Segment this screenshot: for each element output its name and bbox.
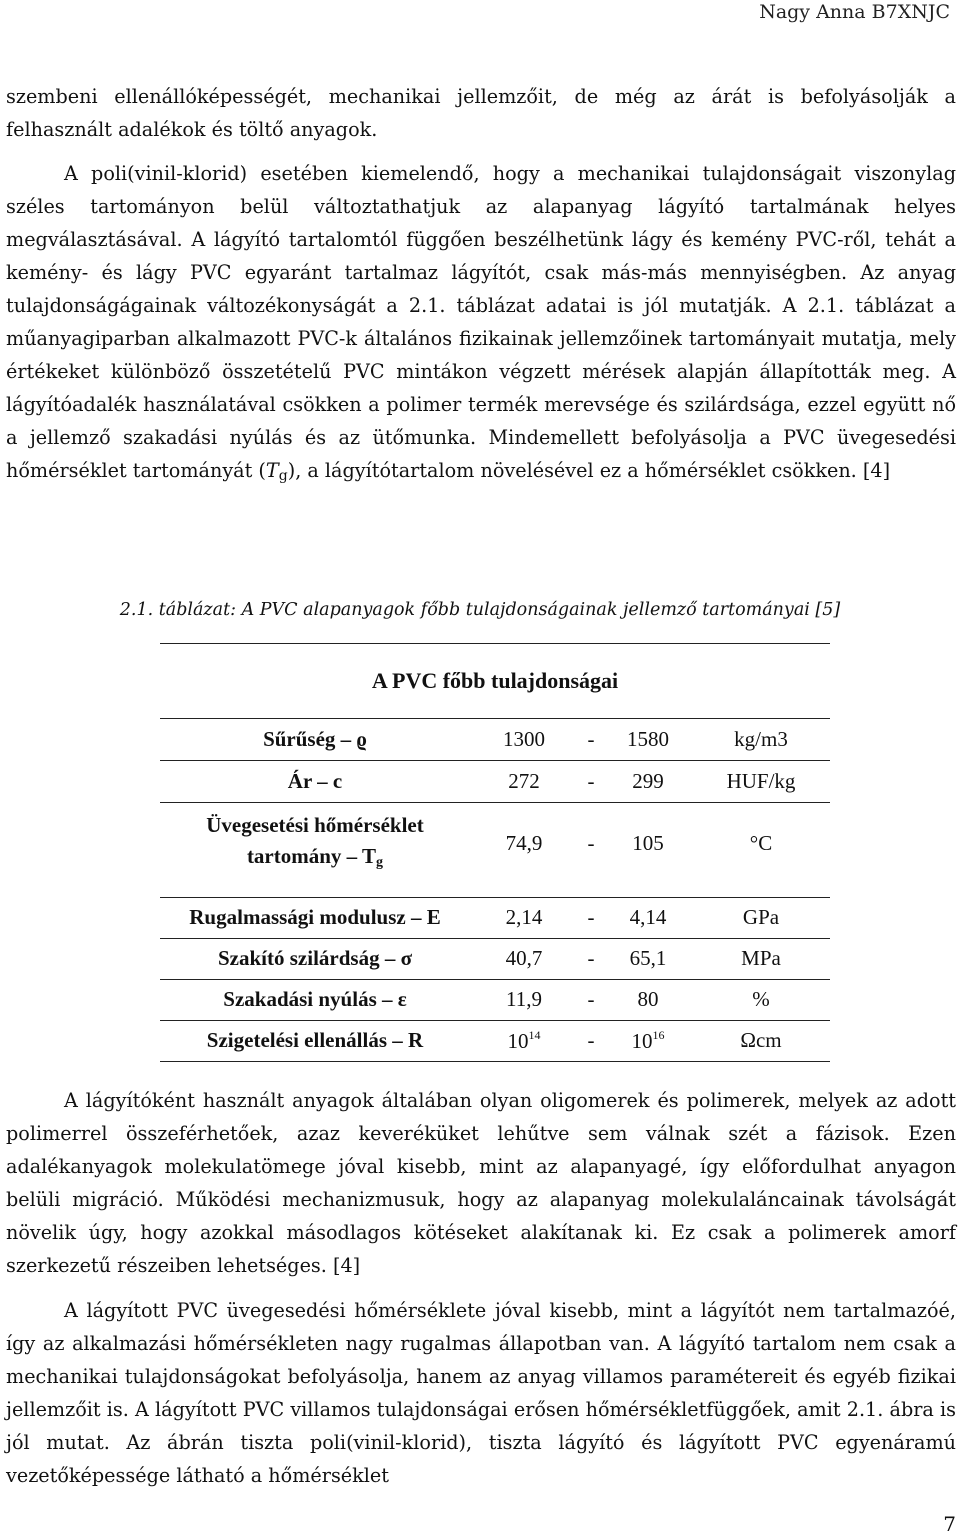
- row-dash: -: [578, 1020, 604, 1061]
- row-unit: %: [692, 979, 830, 1020]
- row-unit: HUF/kg: [692, 761, 830, 803]
- table-title: A PVC főbb tulajdonságai: [160, 644, 830, 719]
- row-label: Sűrűség – ϱ: [160, 719, 470, 761]
- row-min: 1300: [470, 719, 578, 761]
- row-dash: -: [578, 803, 604, 885]
- row-label: Szigetelési ellenállás – R: [160, 1020, 470, 1061]
- table-row: [160, 1020, 830, 1061]
- row-label-sub: g: [376, 854, 384, 870]
- paragraph-2: [6, 157, 956, 493]
- pvc-properties-table: [160, 643, 830, 1062]
- row-label: Szakító szilárdság – σ: [160, 938, 470, 979]
- row-max: 65,1: [604, 938, 692, 979]
- table-row: [160, 719, 830, 761]
- row-dash: -: [578, 719, 604, 761]
- page-header-author: Nagy Anna B7XNJC: [759, 1, 950, 23]
- row-min-base: 10: [507, 1028, 529, 1053]
- row-max: 80: [604, 979, 692, 1020]
- table-title-row: [160, 644, 830, 719]
- row-max: 4,14: [604, 897, 692, 938]
- row-min: 40,7: [470, 938, 578, 979]
- row-unit: GPa: [692, 897, 830, 938]
- row-min: [470, 1020, 578, 1061]
- paragraph-4: A lágyított PVC üvegesedési hőmérséklete jóval kisebb, mint a lágyítót nem tartalmazóé, így az alkalmazási hőmérsékleten nagy rugalmas állapotban van. A lágyító tartalom nem csak a mechanikai tulajdonságokat befolyásolja, hanem az anyag villamos paramétereit és egyéb fizikai jellemzőit is. A lágyított PVC villamos tulajdonságai erősen hőmérsékletfüggőek, amit 2.1. ábra is jól mutat. Az ábrán tiszta poli(vinil-klorid), tiszta lágyító és lágyított PVC egyenáramú vezetőképessége látható a hőmérséklet: [6, 1299, 956, 1487]
- paragraph-2-end: ), a lágyítótartalom növelésével ez a hőmérséklet csökken. [4]: [287, 459, 891, 482]
- table-gap-row: [160, 885, 830, 898]
- row-label: Rugalmassági modulusz – E: [160, 897, 470, 938]
- row-dash: -: [578, 761, 604, 803]
- row-unit: °C: [692, 803, 830, 885]
- row-label: Szakadási nyúlás – ε: [160, 979, 470, 1020]
- table-row: [160, 897, 830, 938]
- row-min: 272: [470, 761, 578, 803]
- row-unit: Ωcm: [692, 1020, 830, 1061]
- row-label: Ár – c: [160, 761, 470, 803]
- table-row: [160, 803, 830, 885]
- row-max: [604, 1020, 692, 1061]
- row-dash: -: [578, 897, 604, 938]
- row-max: 105: [604, 803, 692, 885]
- paragraph-3: A lágyítóként használt anyagok általában olyan oligomerek és polimerek, melyek az adott polimerrel összeférhetőek, azaz keveréküket lehűtve sem válnak szét a fázisok. Ezen adalékanyagok molekulatömege jóval kisebb, mint az alapanyagé, így előfordulhat anyagon belüli migráció. Működési mechanizmusuk, hogy az alapanyag molekulaláncainak távolságát növelik úgy, hogy azokkal másodlagos kötéseket alakítanak ki. Ez csak a polimerek amorf szerkezetű részeiben lehetséges. [4]: [6, 1089, 956, 1277]
- row-max-exp: 16: [652, 1027, 665, 1042]
- paragraph-1: szembeni ellenállóképességét, mechanikai jellemzőit, de még az árát is befolyásolják a felhasznált adalékok és töltő anyagok.: [6, 85, 956, 141]
- table-row: [160, 938, 830, 979]
- row-min: 2,14: [470, 897, 578, 938]
- tg-subscript: g: [278, 468, 288, 484]
- page-number: 7: [943, 1512, 956, 1536]
- row-unit: MPa: [692, 938, 830, 979]
- row-label: [160, 803, 470, 885]
- tg-symbol: T: [265, 459, 279, 482]
- table-caption: 2.1. táblázat: A PVC alapanyagok főbb tulajdonságainak jellemző tartományai [5]: [119, 600, 841, 620]
- row-max: 1580: [604, 719, 692, 761]
- row-dash: -: [578, 979, 604, 1020]
- row-max-base: 10: [631, 1028, 653, 1053]
- paragraph-2-text: A poli(vinil-klorid) esetében kiemelendő, hogy a mechanikai tulajdonságait viszonylag széles tartományon belül változtathatjuk az alapanyag lágyító tartalmának helyes megválasztásával. A lágyító tartalomtól függően beszélhetünk lágy és kemény PVC-ről, tehát a kemény- és lágy PVC egyaránt tartalmaz lágyítót, csak más-más mennyiségben. Az anyag tulajdonságágainak változékonyságát a 2.1. táblázat adatai is jól mutatják. A 2.1. táblázat a műanyagiparban alkalmazott PVC-k általános fizikainak jellemzőinek tartományait mutatja, mely értékeket különböző összetételű PVC mintákon végzett mérések alapján állapították meg. A lágyítóadalék használatával csökken a polimer termék merevsége és szilárdsága, ezzel együtt nő a jellemző szakadási nyúlás és az ütőmunka. Mindemellett befolyásolja a PVC üvegesedési hőmérséklet tartományát (: [6, 162, 956, 482]
- row-label-line2: tartomány – T: [246, 843, 377, 868]
- row-dash: -: [578, 938, 604, 979]
- row-max: 299: [604, 761, 692, 803]
- row-min: 74,9: [470, 803, 578, 885]
- row-unit: kg/m3: [692, 719, 830, 761]
- table-row: [160, 979, 830, 1020]
- row-label-line1: Üvegesetési hőmérséklet: [206, 812, 424, 837]
- table-row: [160, 761, 830, 803]
- row-min-exp: 14: [528, 1027, 541, 1042]
- row-min: 11,9: [470, 979, 578, 1020]
